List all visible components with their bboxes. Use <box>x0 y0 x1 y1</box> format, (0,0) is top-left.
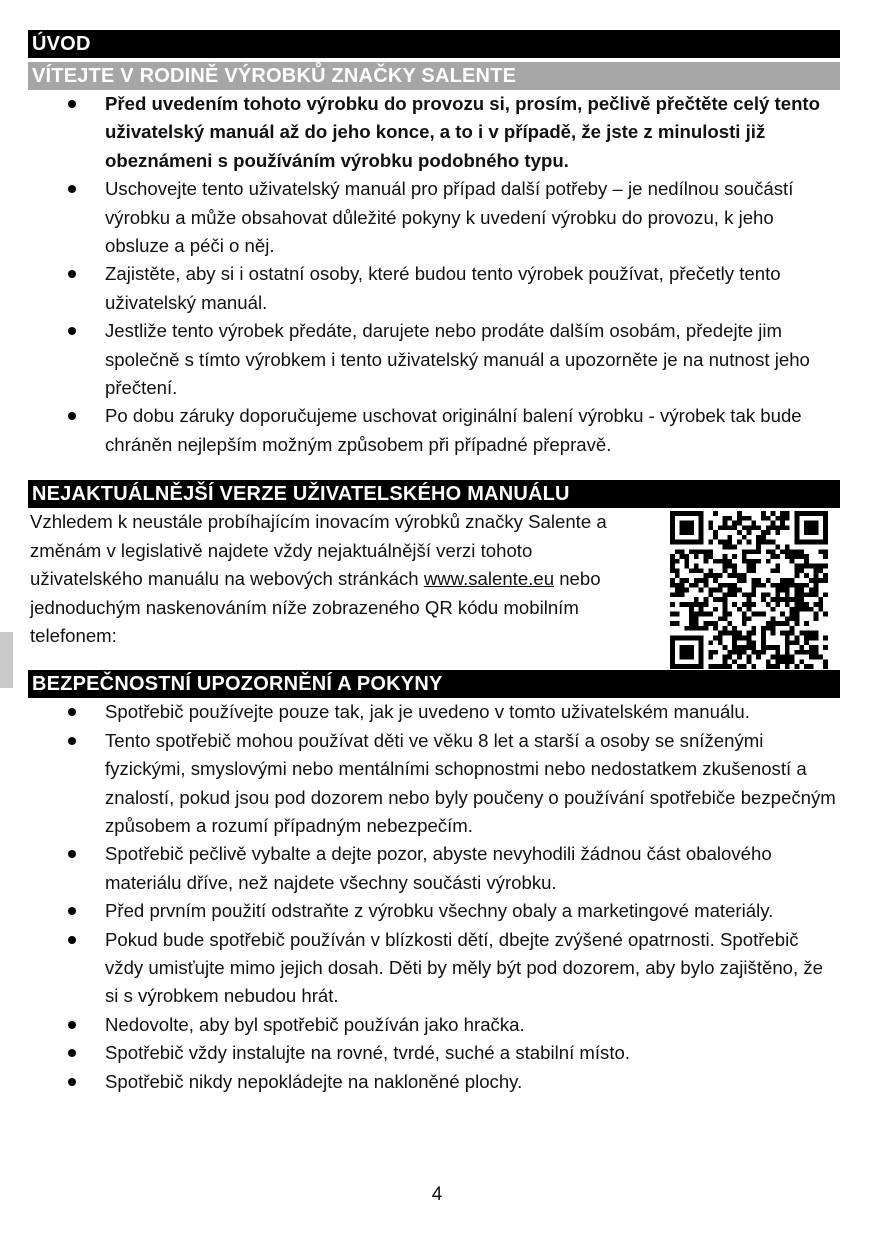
section-title-intro: ÚVOD <box>28 30 840 58</box>
page-number: 4 <box>431 1184 443 1205</box>
manual-text-after: nebo jednoduchým naskenováním níže zobrazeného QR kódu mobilním telefonem: <box>30 568 601 646</box>
intro-bullet-list <box>28 90 840 459</box>
qr-code-icon <box>670 511 828 669</box>
page <box>28 30 840 1096</box>
manual-version-text <box>30 508 630 650</box>
manual-version-body <box>28 508 840 668</box>
list-item: Jestliže tento výrobek předáte, darujete nebo prodáte dalším osobám, předejte jim společně s tímto výrobkem i tento uživatelský manuál a upozorněte je na nutnost jeho přečtení. <box>28 317 840 402</box>
list-item: Po dobu záruky doporučujeme uschovat originální balení výrobku - výrobek tak bude chráněn nejlepším možným způsobem při případné přepravě. <box>28 402 840 459</box>
list-item: Zajistěte, aby si i ostatní osoby, které budou tento výrobek používat, přečetly tento uživatelský manuál. <box>28 260 840 317</box>
list-item: Nedovolte, aby byl spotřebič používán jako hračka. <box>28 1011 840 1039</box>
section-subtitle-welcome: VÍTEJTE V RODINĚ VÝROBKŮ ZNAČKY SALENTE <box>28 62 840 90</box>
manual-text-before: Vzhledem k neustále probíhajícím inovacím výrobků značky Salente a změnám v legislativě najdete vždy nejaktuálnější verzi tohoto uživatelského manuálu na webových stránkách <box>30 511 607 590</box>
qr-modules <box>670 511 828 669</box>
list-item: Spotřebič používejte pouze tak, jak je uvedeno v tomto uživatelském manuálu. <box>28 698 840 726</box>
side-tab-marker <box>0 632 13 688</box>
section-title-safety: BEZPEČNOSTNÍ UPOZORNĚNÍ A POKYNY <box>28 670 840 698</box>
list-item: Před prvním použití odstraňte z výrobku všechny obaly a marketingové materiály. <box>28 897 840 925</box>
list-item: Pokud bude spotřebič používán v blízkosti dětí, dbejte zvýšené opatrnosti. Spotřebič vždy umisťujte mimo jejich dosah. Děti by měly být pod dozorem, aby bylo zajištěno, že si s výrobkem nebudou hrát. <box>28 926 840 1011</box>
list-item: Spotřebič nikdy nepokládejte na nakloněné plochy. <box>28 1068 840 1096</box>
list-item: Spotřebič vždy instalujte na rovné, tvrdé, suché a stabilní místo. <box>28 1039 840 1067</box>
list-item: Před uvedením tohoto výrobku do provozu si, prosím, pečlivě přečtěte celý tento uživatelský manuál až do jeho konce, a to i v případě, že jste z minulosti již obeznámeni s používáním výrobku podobného typu. <box>28 90 840 175</box>
section-title-manual-version: NEJAKTUÁLNĚJŠÍ VERZE UŽIVATELSKÉHO MANUÁLU <box>28 480 840 508</box>
list-item: Spotřebič pečlivě vybalte a dejte pozor, abyste nevyhodili žádnou část obalového materiálu dříve, než najdete všechny součásti výrobku. <box>28 840 840 897</box>
safety-bullet-list <box>28 698 840 1096</box>
website-link[interactable]: www.salente.eu <box>423 568 555 590</box>
list-item: Uschovejte tento uživatelský manuál pro případ další potřeby – je nedílnou součástí výrobku a může obsahovat důležité pokyny k uvedení výrobku do provozu, k jeho obsluze a péči o něj. <box>28 175 840 260</box>
list-item: Tento spotřebič mohou používat děti ve věku 8 let a starší a osoby se sníženými fyzickými, smyslovými nebo mentálními schopnostmi nebo nedostatkem zkušeností a znalostí, pokud jsou pod dozorem nebo byly poučeny o používání spotřebiče bezpečným způsobem a rozumí případným nebezpečím. <box>28 727 840 841</box>
